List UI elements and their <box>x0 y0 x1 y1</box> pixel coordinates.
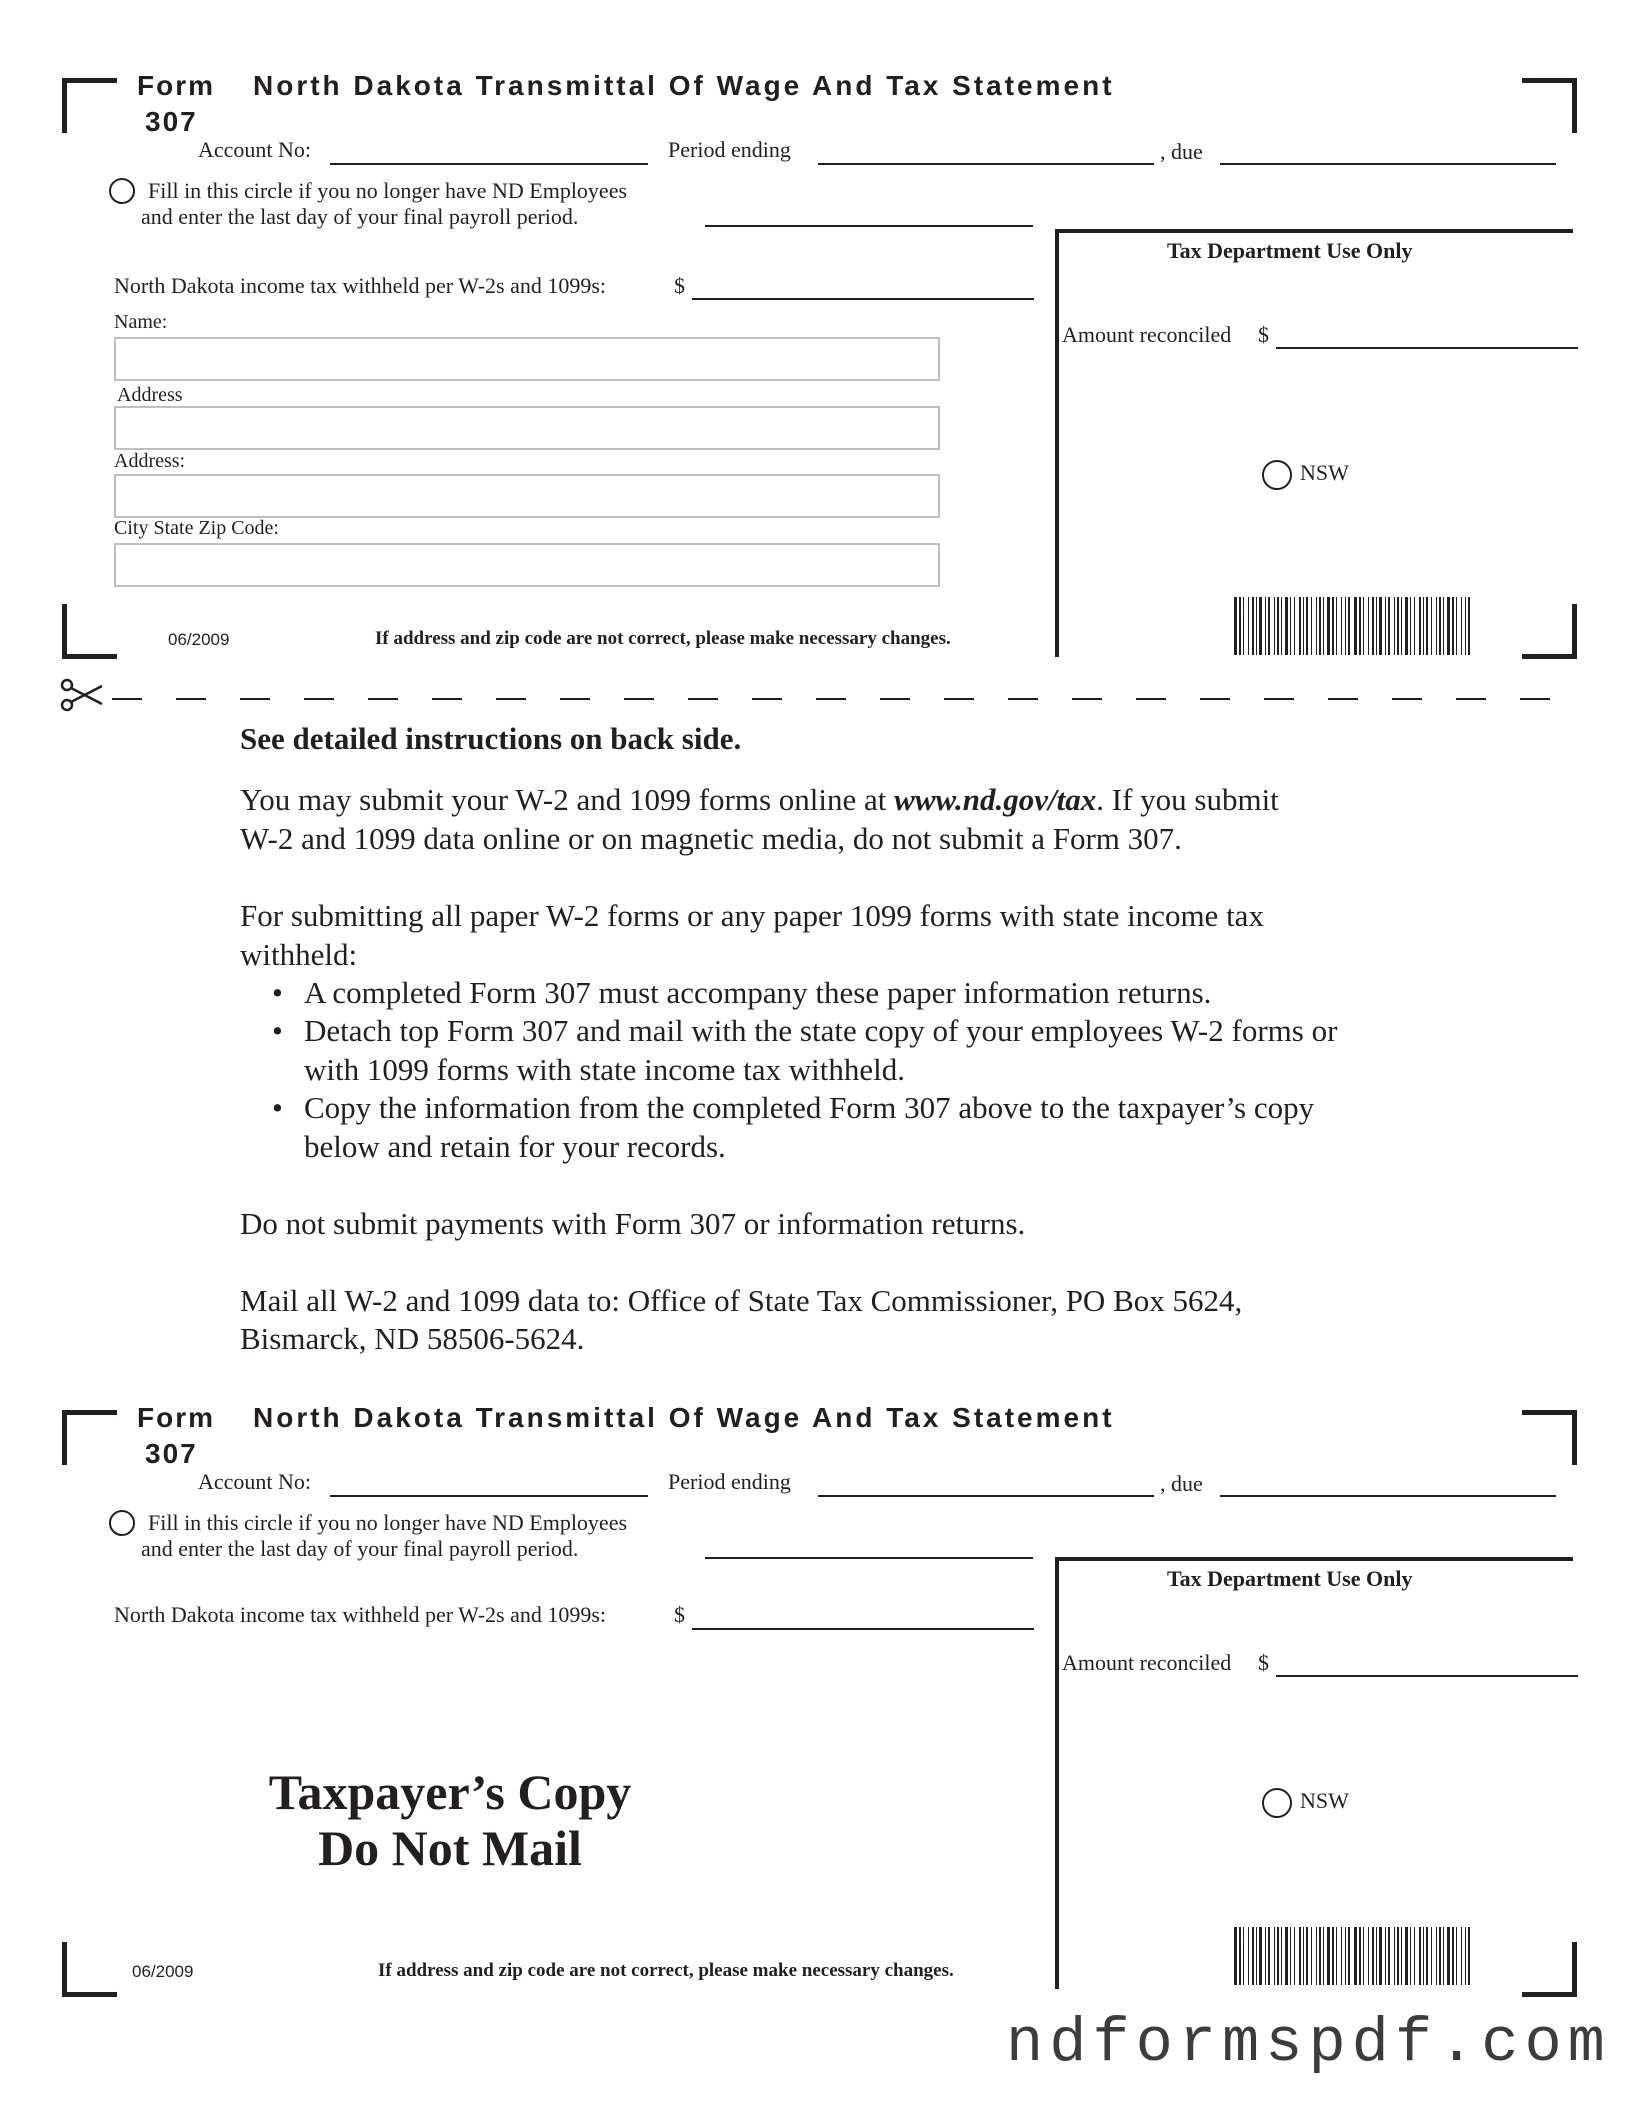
online-link[interactable]: www.nd.gov/tax <box>894 782 1097 817</box>
address1-label: Address <box>117 384 183 406</box>
amount-reconciled-field[interactable] <box>1276 347 1578 349</box>
barcode-bar <box>1306 1927 1308 1985</box>
address1-field[interactable] <box>114 406 940 450</box>
barcode-bar <box>1436 597 1437 655</box>
instructions-para4-line2: Bismarck, ND 58506-5624. <box>240 1321 585 1356</box>
form-title: North Dakota Transmittal Of Wage And Tax Statement <box>253 70 1115 101</box>
barcode-bar <box>1256 1927 1257 1985</box>
barcode-bar <box>1336 597 1337 655</box>
final-payroll-field[interactable] <box>705 225 1033 227</box>
no-employees-text-line1: Fill in this circle if you no longer have ND Employees <box>148 178 628 203</box>
barcode-bar <box>1354 1927 1357 1985</box>
account-field-copy[interactable] <box>330 1495 648 1497</box>
amount-reconciled-field-copy[interactable] <box>1276 1675 1578 1677</box>
amount-reconciled-label-copy: Amount reconciled <box>1062 1650 1232 1675</box>
barcode-bar <box>1426 597 1428 655</box>
barcode-bar <box>1465 597 1466 655</box>
barcode-bar <box>1376 1927 1377 1985</box>
barcode-bar <box>1234 1927 1237 1985</box>
tax-department-title-copy: Tax Department Use Only <box>1167 1566 1413 1591</box>
address-note: If address and zip code are not correct, please make necessary changes. <box>375 628 951 649</box>
barcode-bar <box>1452 1927 1454 1985</box>
barcode-bar <box>1306 597 1308 655</box>
due-label-copy: , due <box>1160 1471 1203 1496</box>
barcode-bar <box>1277 597 1279 655</box>
barcode-bar <box>1281 1927 1282 1985</box>
barcode-bar <box>1265 597 1266 655</box>
barcode-bar <box>1447 1927 1450 1985</box>
cut-line <box>112 698 1572 700</box>
barcode-bar <box>1363 597 1364 655</box>
barcode-bar <box>1274 597 1275 655</box>
cut-line-dash <box>624 698 654 700</box>
instructions-para1-line1 <box>240 781 1279 819</box>
cut-line-dash <box>176 698 206 700</box>
cut-line-dash <box>944 698 974 700</box>
barcode-bar <box>1319 597 1321 655</box>
barcode-bar <box>1456 597 1457 655</box>
account-label: Account No: <box>198 137 312 162</box>
cut-line-dash <box>1264 698 1294 700</box>
barcode-bar <box>1239 597 1241 655</box>
nsw-circle-copy[interactable] <box>1262 1788 1292 1818</box>
barcode-bar <box>1268 1927 1270 1985</box>
scissors-icon <box>60 678 104 712</box>
barcode-bar <box>1423 597 1424 655</box>
barcode-bar <box>1359 597 1361 655</box>
barcode-bar <box>1332 597 1334 655</box>
taxpayer-copy-title <box>250 1764 650 1876</box>
barcode-bar <box>1468 597 1470 655</box>
barcode-bar <box>1265 1927 1266 1985</box>
address2-label: Address: <box>114 450 186 472</box>
instructions-heading: See detailed instructions on back side. <box>240 721 742 756</box>
cut-line-dash <box>1136 698 1166 700</box>
barcode-bar <box>1294 597 1295 655</box>
barcode-bar <box>1341 1927 1342 1985</box>
form-title-copy: North Dakota Transmittal Of Wage And Tax Statement <box>253 1402 1115 1433</box>
cut-line-dash <box>1328 698 1358 700</box>
name-field[interactable] <box>114 337 940 381</box>
bullet-3-text-line1: Copy the information from the completed Form 307 above to the taxpayer’s copy <box>304 1090 1315 1125</box>
city-state-zip-field[interactable] <box>114 543 940 587</box>
period-ending-field-copy[interactable] <box>818 1495 1154 1497</box>
instructions-para3: Do not submit payments with Form 307 or information returns. <box>240 1206 1026 1241</box>
barcode-bar <box>1268 597 1270 655</box>
name-label: Name: <box>114 311 168 333</box>
barcode-bar <box>1327 597 1330 655</box>
cut-line-dash <box>1392 698 1422 700</box>
barcode-bar <box>1388 597 1390 655</box>
taxpayer-copy-line2: Do Not Mail <box>318 1820 582 1876</box>
barcode-bar <box>1397 597 1399 655</box>
para1-text-b: . If you submit <box>1096 782 1279 817</box>
barcode-bar <box>1372 597 1374 655</box>
barcode-bar <box>1401 1927 1402 1985</box>
barcode-bar <box>1316 1927 1317 1985</box>
barcode-bar <box>1394 1927 1395 1985</box>
barcode-bar <box>1243 1927 1244 1985</box>
barcode-bar <box>1426 1927 1428 1985</box>
cut-line-dash <box>240 698 270 700</box>
barcode-bar <box>1419 1927 1421 1985</box>
instructions-para2-line2: withheld: <box>240 937 358 972</box>
barcode-bar <box>1290 1927 1291 1985</box>
barcode-bar <box>1285 597 1288 655</box>
withheld-dollar-copy: $ <box>674 1602 685 1627</box>
barcode-bar <box>1239 1927 1241 1985</box>
crop-mark-bottom-left-copy <box>62 1942 117 1997</box>
cut-line-dash <box>1072 698 1102 700</box>
no-employees-text-line1-copy: Fill in this circle if you no longer have ND Employees <box>148 1510 628 1535</box>
barcode-bar <box>1341 597 1342 655</box>
barcode-bar <box>1348 1927 1350 1985</box>
barcode-bar <box>1385 597 1386 655</box>
cut-line-dash <box>304 698 334 700</box>
barcode-bar <box>1285 1927 1288 1985</box>
barcode-bar <box>1405 597 1408 655</box>
crop-mark-bottom-left <box>62 604 117 659</box>
barcode-bar <box>1294 1927 1295 1985</box>
barcode-bar <box>1234 597 1237 655</box>
barcode-bar <box>1372 1927 1374 1985</box>
barcode-bar <box>1368 1927 1369 1985</box>
barcode-bar <box>1379 1927 1382 1985</box>
barcode-top <box>1234 597 1470 655</box>
barcode-bar <box>1359 1927 1361 1985</box>
withheld-label: North Dakota income tax withheld per W-2s and 1099s: <box>114 273 607 298</box>
barcode-bar <box>1345 1927 1346 1985</box>
due-field[interactable] <box>1220 163 1556 165</box>
barcode-bar <box>1323 1927 1324 1985</box>
barcode-bar <box>1431 1927 1432 1985</box>
barcode-bar <box>1354 597 1357 655</box>
barcode-bar <box>1468 1927 1470 1985</box>
form-label-copy: Form <box>137 1402 215 1433</box>
final-payroll-field-copy[interactable] <box>705 1557 1033 1559</box>
barcode-bar <box>1252 1927 1254 1985</box>
barcode-bar <box>1316 597 1317 655</box>
barcode-bar <box>1452 597 1454 655</box>
barcode-bar <box>1394 597 1395 655</box>
no-employees-text-line2-copy: and enter the last day of your final payroll period. <box>141 1536 579 1561</box>
revision-date: 06/2009 <box>168 630 230 649</box>
barcode-bar <box>1299 597 1301 655</box>
cut-line-dash <box>1008 698 1038 700</box>
tax-department-box-copy <box>1055 1557 1573 1989</box>
barcode-bar <box>1259 1927 1262 1985</box>
no-employees-circle[interactable] <box>109 178 135 204</box>
form-number-copy: 307 <box>145 1438 198 1469</box>
barcode-bar <box>1327 1927 1330 1985</box>
barcode-bar <box>1397 1927 1399 1985</box>
revision-date-copy: 06/2009 <box>132 1962 194 1981</box>
barcode-bar <box>1385 1927 1386 1985</box>
barcode-bar <box>1447 597 1450 655</box>
para1-text-a: You may submit your W-2 and 1099 forms online at <box>240 782 895 817</box>
barcode-bar <box>1248 1927 1249 1985</box>
barcode-bar <box>1461 1927 1462 1985</box>
cut-line-dash <box>560 698 590 700</box>
barcode-bar <box>1252 597 1254 655</box>
withheld-dollar: $ <box>674 273 685 298</box>
crop-mark-top-right <box>1522 78 1577 133</box>
barcode-bar <box>1259 597 1262 655</box>
barcode-bar <box>1290 597 1291 655</box>
period-ending-field[interactable] <box>818 163 1154 165</box>
bullet-3-text-line2: below and retain for your records. <box>304 1129 726 1164</box>
watermark: ndformspdf.com <box>1006 2008 1611 2079</box>
period-label: Period ending <box>668 137 791 162</box>
withheld-amount-field[interactable] <box>692 298 1034 300</box>
period-label-copy: Period ending <box>668 1469 791 1494</box>
cut-line-dash <box>688 698 718 700</box>
crop-mark-top-left <box>62 78 117 133</box>
cut-line-dash <box>1200 698 1230 700</box>
city-state-zip-label: City State Zip Code: <box>114 517 279 539</box>
bullet-3-marker: • <box>272 1090 283 1125</box>
cut-line-dash <box>816 698 846 700</box>
account-field[interactable] <box>330 163 648 165</box>
barcode-bar <box>1243 597 1244 655</box>
barcode-bar <box>1379 597 1382 655</box>
barcode-bar <box>1336 1927 1337 1985</box>
barcode-bar <box>1439 1927 1441 1985</box>
barcode-bar <box>1388 1927 1390 1985</box>
cut-line-dash <box>432 698 462 700</box>
amount-reconciled-dollar: $ <box>1258 322 1269 347</box>
barcode-bar <box>1345 597 1346 655</box>
nsw-label-copy: NSW <box>1300 1788 1349 1813</box>
amount-reconciled-label: Amount reconciled <box>1062 322 1232 347</box>
barcode-bar <box>1311 597 1312 655</box>
amount-reconciled-dollar-copy: $ <box>1258 1650 1269 1675</box>
barcode-bar <box>1281 597 1282 655</box>
taxpayer-copy-line1: Taxpayer’s Copy <box>268 1764 632 1820</box>
nsw-circle[interactable] <box>1262 460 1292 490</box>
barcode-bar <box>1439 597 1441 655</box>
cut-line-dash <box>752 698 782 700</box>
due-label: , due <box>1160 139 1203 164</box>
tax-department-title: Tax Department Use Only <box>1167 238 1413 263</box>
barcode-bar <box>1456 1927 1457 1985</box>
cut-line-dash <box>880 698 910 700</box>
cut-line-dash <box>112 698 142 700</box>
barcode-bar <box>1323 597 1324 655</box>
barcode-bar <box>1363 1927 1364 1985</box>
withheld-label-copy: North Dakota income tax withheld per W-2s and 1099s: <box>114 1602 607 1627</box>
instructions-para1-line2: W-2 and 1099 data online or on magnetic media, do not submit a Form 307. <box>240 821 1182 856</box>
bullet-2-text-line2: with 1099 forms with state income tax withheld. <box>304 1052 905 1087</box>
instructions-para2-line1: For submitting all paper W-2 forms or any paper 1099 forms with state income tax <box>240 898 1264 933</box>
instructions-para4-line1: Mail all W-2 and 1099 data to: Office of State Tax Commissioner, PO Box 5624, <box>240 1283 1243 1318</box>
barcode-bar <box>1461 597 1462 655</box>
barcode-bar <box>1414 1927 1415 1985</box>
barcode-bar <box>1248 597 1249 655</box>
barcode-bar <box>1348 597 1350 655</box>
cut-line-dash <box>368 698 398 700</box>
barcode-bar <box>1436 1927 1437 1985</box>
address2-field[interactable] <box>114 474 940 518</box>
barcode-bar <box>1410 1927 1411 1985</box>
barcode-bar <box>1419 597 1421 655</box>
bullet-2-marker: • <box>272 1013 283 1048</box>
tax-department-box <box>1055 229 1573 657</box>
barcode-bar <box>1465 1927 1466 1985</box>
barcode-bar <box>1423 1927 1424 1985</box>
barcode-bar <box>1299 1927 1301 1985</box>
no-employees-text-line2: and enter the last day of your final payroll period. <box>141 204 579 229</box>
barcode-bar <box>1303 1927 1304 1985</box>
withheld-amount-field-copy[interactable] <box>692 1628 1034 1630</box>
form-number: 307 <box>145 106 198 137</box>
cut-line-dash <box>1456 698 1486 700</box>
crop-mark-top-left-copy <box>62 1410 117 1465</box>
nsw-label: NSW <box>1300 460 1349 485</box>
barcode-bar <box>1311 1927 1312 1985</box>
account-label-copy: Account No: <box>198 1469 312 1494</box>
barcode-bar <box>1443 1927 1444 1985</box>
form-label: Form <box>137 70 215 101</box>
barcode-bar <box>1274 1927 1275 1985</box>
barcode-bar <box>1410 597 1411 655</box>
barcode-bar <box>1277 1927 1279 1985</box>
bullet-1-marker: • <box>272 975 283 1010</box>
barcode-bottom <box>1234 1927 1470 1985</box>
bullet-1-text: A completed Form 307 must accompany these paper information returns. <box>304 975 1212 1010</box>
barcode-bar <box>1376 597 1377 655</box>
barcode-bar <box>1401 597 1402 655</box>
barcode-bar <box>1319 1927 1321 1985</box>
barcode-bar <box>1303 597 1304 655</box>
bullet-2-text-line1: Detach top Form 307 and mail with the state copy of your employees W-2 forms or <box>304 1013 1338 1048</box>
due-field-copy[interactable] <box>1220 1495 1556 1497</box>
no-employees-circle-copy[interactable] <box>109 1510 135 1536</box>
barcode-bar <box>1368 597 1369 655</box>
address-note-copy: If address and zip code are not correct, please make necessary changes. <box>378 1960 954 1981</box>
barcode-bar <box>1431 597 1432 655</box>
barcode-bar <box>1414 597 1415 655</box>
barcode-bar <box>1332 1927 1334 1985</box>
crop-mark-top-right-copy <box>1522 1410 1577 1465</box>
cut-line-dash <box>496 698 526 700</box>
barcode-bar <box>1405 1927 1408 1985</box>
barcode-bar <box>1443 597 1444 655</box>
barcode-bar <box>1256 597 1257 655</box>
cut-line-dash <box>1520 698 1550 700</box>
